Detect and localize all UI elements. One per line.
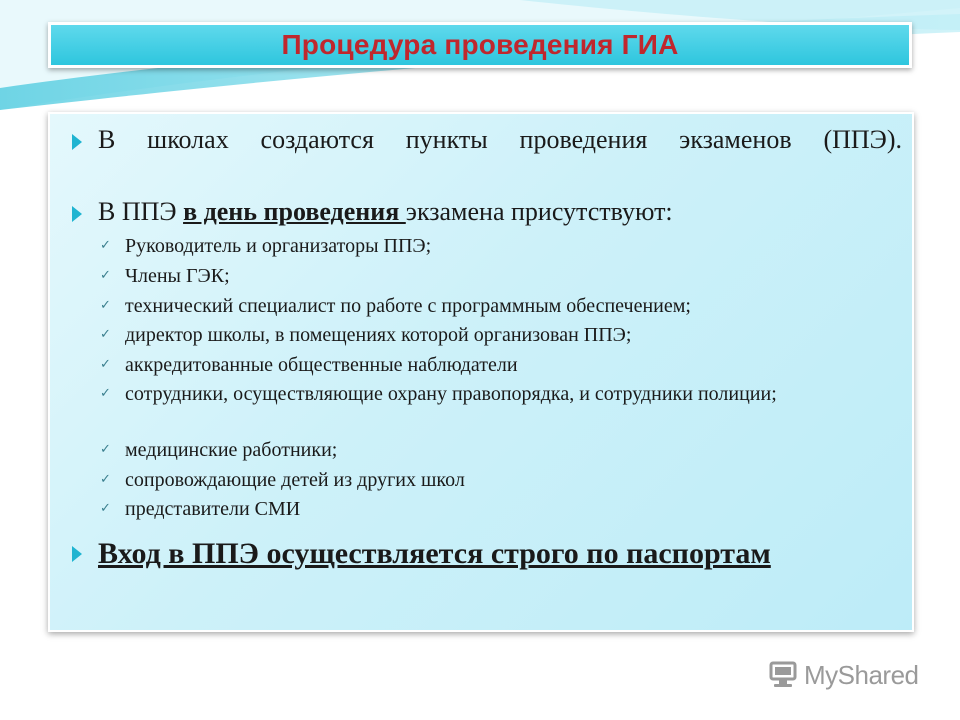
title-bar — [48, 22, 912, 68]
sub-item-text: сопровождающие детей из других школ — [125, 469, 465, 491]
check-icon: ✓ — [100, 327, 111, 342]
check-icon: ✓ — [100, 501, 111, 516]
sub-item-text: Члены ГЭК; — [125, 265, 230, 287]
sub-item-text: представители СМИ — [125, 498, 301, 520]
bullet-text — [98, 196, 902, 228]
arrow-bullet-icon — [72, 134, 82, 150]
check-icon: ✓ — [100, 268, 111, 283]
watermark-logo — [768, 657, 919, 693]
check-icon: ✓ — [100, 472, 111, 487]
check-icon: ✓ — [100, 442, 111, 457]
final-bullet-text: Вход в ППЭ осуществляется строго по паспортам — [98, 537, 771, 570]
sub-item-text: аккредитованные общественные наблюдатели — [125, 354, 518, 376]
watermark-text: MyShared — [804, 659, 919, 690]
bullet-text: В школах создаются пункты проведения экзаменов (ППЭ). — [98, 125, 902, 154]
arrow-bullet-icon — [72, 206, 82, 222]
arrow-bullet-icon — [72, 546, 82, 562]
bullet-suffix: экзамена присутствуют: — [405, 197, 673, 226]
bullet-emphasis: в день проведения — [183, 197, 406, 226]
bullet-prefix: В ППЭ — [98, 197, 184, 226]
slide-title: Процедура проведения ГИА — [281, 29, 679, 60]
check-icon: ✓ — [100, 238, 111, 253]
sub-item-text: сотрудники, осуществляющие охрану правопорядка, и сотрудники полиции; — [125, 383, 777, 405]
sub-item-text: Руководитель и организаторы ППЭ; — [125, 235, 432, 257]
myshared-logo-icon — [768, 660, 798, 690]
check-icon: ✓ — [100, 357, 111, 372]
check-icon: ✓ — [100, 386, 111, 401]
sub-item-text: технический специалист по работе с программным обеспечением; — [125, 295, 691, 317]
check-icon: ✓ — [100, 298, 111, 313]
content-box — [48, 112, 914, 632]
sub-item-text: медицинские работники; — [125, 439, 338, 461]
sub-item-text: директор школы, в помещениях которой организован ППЭ; — [125, 324, 632, 346]
